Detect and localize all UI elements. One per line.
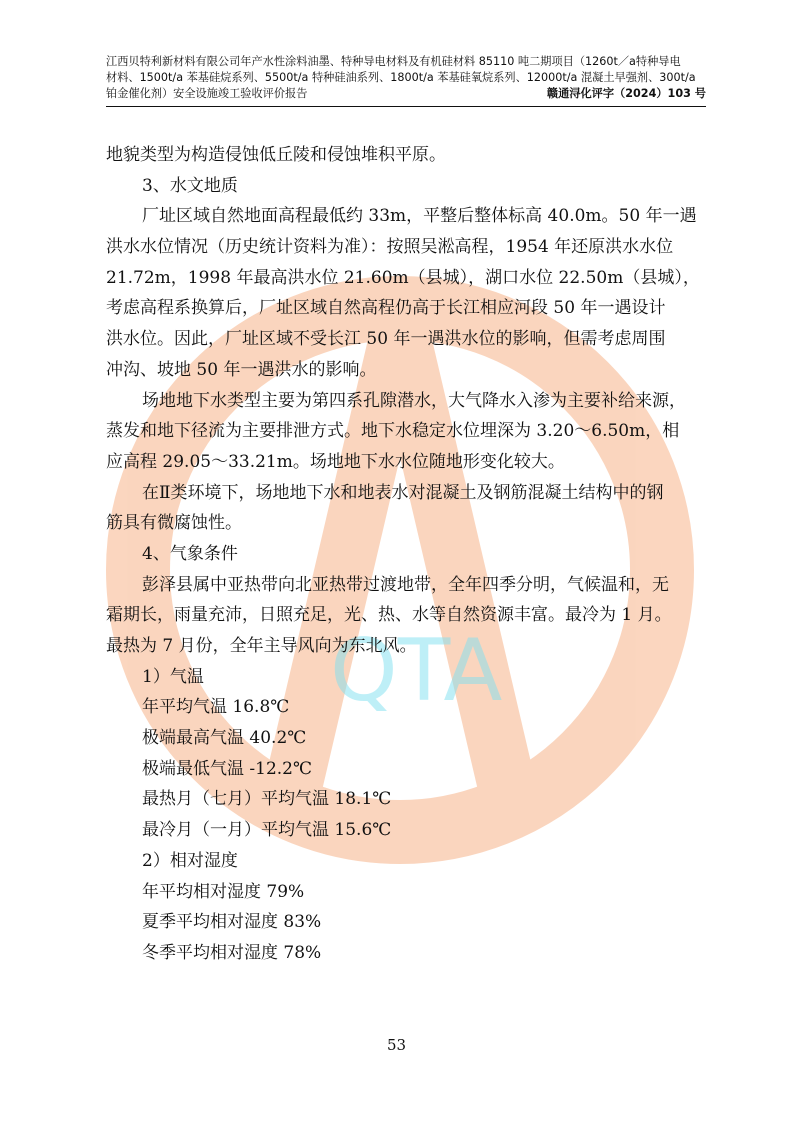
temperature-item: 最冷月（一月）平均气温 15.6℃: [142, 820, 392, 841]
subheading-temperature: 1）气温: [142, 666, 204, 687]
temperature-item: 最热月（七月）平均气温 18.1℃: [142, 789, 392, 810]
humidity-item: 年平均相对湿度 79%: [142, 881, 305, 902]
text-line: 最热为 7 月份，全年主导风向为东北风。: [106, 636, 417, 656]
subheading-humidity: 2）相对湿度: [142, 850, 238, 871]
text-line: 厂址区域自然地面高程最低约 33m，平整后整体标高 40.0m。50 年一遇: [142, 206, 697, 227]
text-line: 冲沟、坡地 50 年一遇洪水的影响。: [106, 359, 377, 380]
text-line: 霜期长，雨量充沛，日照充足，光、热、水等自然资源丰富。最冷为 1 月。: [106, 605, 672, 626]
text-line: 地貌类型为构造侵蚀低丘陵和侵蚀堆积平原。: [106, 145, 446, 165]
temperature-item: 年平均气温 16.8℃: [142, 697, 290, 718]
humidity-item: 夏季平均相对湿度 83%: [142, 912, 322, 933]
section-heading-hydrogeology: 3、水文地质: [142, 175, 238, 196]
header-title-line-1: 江西贝特利新材料有限公司年产水性涂料油墨、特种导电材料及有机硅材料 85110 吨二期项目（1260t／a特种导电: [106, 55, 681, 68]
document-body: [106, 140, 716, 969]
text-line: 洪水位。因此，厂址区域不受长江 50 年一遇洪水位的影响，但需考虑周围: [106, 329, 666, 350]
watermark-logo-letters: QTA: [330, 621, 503, 721]
text-line: 21.72m，1998 年最高洪水位 21.60m（县城），湖口水位 22.50m（县城），: [106, 267, 700, 288]
header-title-line-2: 材料、1500t/a 苯基硅烷系列、5500t/a 特种硅油系列、1800t/a 苯基硅氧烷系列、12000t/a 混凝土早强剂、300t/a: [106, 71, 696, 84]
text-line: 在Ⅱ类环境下，场地地下水和地表水对混凝土及钢筋混凝土结构中的钢: [142, 482, 664, 503]
page-header: [106, 54, 706, 102]
humidity-item: 冬季平均相对湿度 78%: [142, 942, 322, 963]
text-line: 应高程 29.05～33.21m。场地地下水水位随地形变化较大。: [106, 451, 565, 472]
temperature-item: 极端最低气温 -12.2℃: [142, 758, 313, 779]
text-line: 彭泽县属中亚热带向北亚热带过渡地带，全年四季分明，气候温和，无: [142, 574, 669, 595]
temperature-item: 极端最高气温 40.2℃: [142, 728, 307, 749]
text-line: 筋具有微腐蚀性。: [106, 513, 242, 534]
text-line: 洪水水位情况（历史统计资料为准）：按照吴淞高程，1954 年还原洪水水位: [106, 237, 674, 258]
header-rule: [106, 106, 706, 107]
text-line: 蒸发和地下径流为主要排泄方式。地下水稳定水位埋深为 3.20～6.50m，相: [106, 421, 680, 442]
header-title-line-3: 铂金催化剂）安全设施竣工验收评价报告: [106, 87, 308, 100]
section-heading-climate: 4、气象条件: [142, 543, 238, 564]
header-doc-number: 赣通浔化评字（2024）103 号: [546, 87, 706, 100]
page-number: 53: [386, 1036, 407, 1054]
text-line: 考虑高程系换算后，厂址区域自然高程仍高于长江相应河段 50 年一遇设计: [106, 298, 666, 319]
text-line: 场地地下水类型主要为第四系孔隙潜水，大气降水入渗为主要补给来源，: [142, 390, 686, 411]
